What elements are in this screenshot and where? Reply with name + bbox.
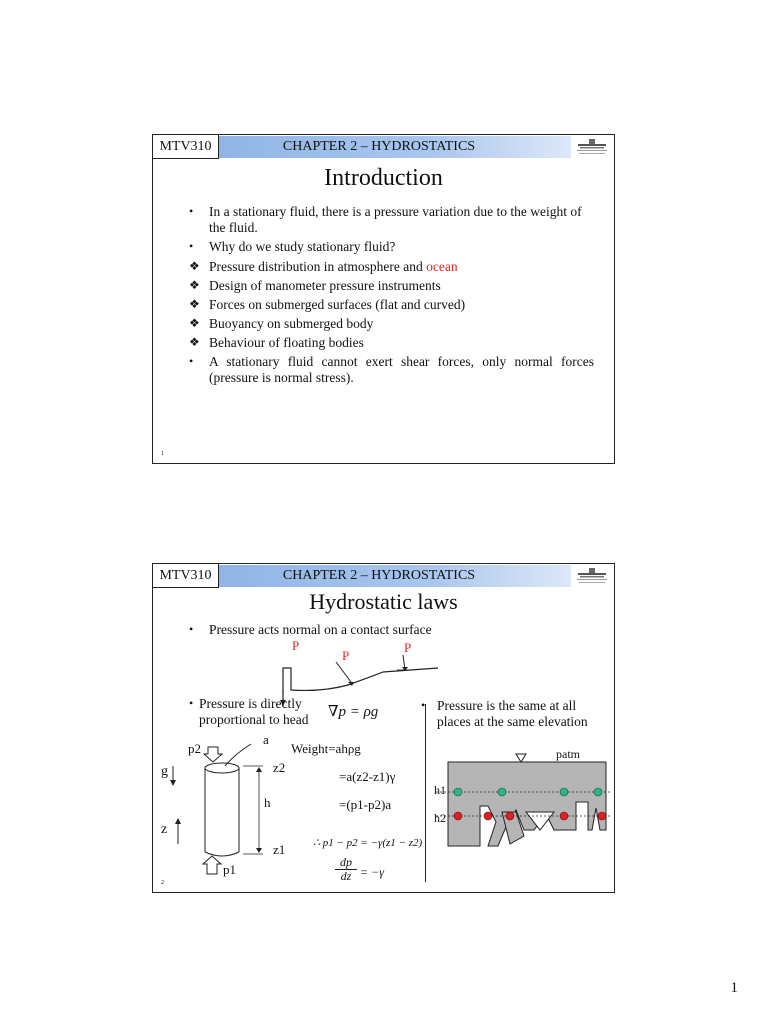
- elevation-diagram: [436, 746, 611, 866]
- derivative-denominator: dz: [340, 869, 352, 883]
- bullet-dot: •: [421, 698, 426, 712]
- weight-equation-3: =(p1-p2)a: [339, 797, 392, 812]
- list-item: Buoyancy on submerged body: [209, 316, 374, 331]
- z-axis-label: z: [161, 822, 168, 837]
- university-logo-icon: [574, 566, 610, 586]
- diamond-bullet-icon: ❖: [189, 335, 200, 349]
- bullet-dot: •: [189, 622, 194, 636]
- list-item: Forces on submerged surfaces (flat and curved): [209, 297, 466, 312]
- pressure-label: P: [292, 638, 300, 653]
- course-code: MTV310: [153, 564, 219, 588]
- bullet-dot: •: [189, 696, 194, 710]
- weight-equation-2: =a(z2-z1)γ: [339, 769, 396, 784]
- slide-header: [153, 564, 614, 588]
- bullet-text: In a stationary fluid, there is a pressure variation due to the weight of the fluid.: [209, 204, 582, 235]
- chapter-title: CHAPTER 2 – HYDROSTATICS: [282, 139, 476, 154]
- derivative-numerator: dp: [335, 856, 357, 870]
- therefore-equation: ∴ p1 − p2 = −γ(z1 − z2): [313, 837, 423, 849]
- slide-number: 1: [161, 451, 164, 457]
- weight-equation: Weight=ahρg: [291, 741, 361, 756]
- highlight-ocean: ocean: [426, 259, 458, 274]
- slide-title: Introduction: [324, 165, 443, 191]
- page-number: 1: [730, 980, 738, 996]
- list-item: Design of manometer pressure instruments: [209, 278, 441, 293]
- slide-introduction: [152, 134, 615, 464]
- bullet-text: Pressure is directly proportional to head: [199, 696, 309, 727]
- z2-label: z2: [273, 760, 286, 775]
- diamond-bullet-icon: ❖: [189, 316, 200, 330]
- list-item: [209, 259, 458, 275]
- h2-label: h2: [434, 811, 446, 825]
- z1-label: z1: [273, 842, 286, 857]
- height-label: h: [264, 795, 271, 810]
- course-code: MTV310: [153, 135, 219, 159]
- slide-header: [153, 135, 614, 159]
- atmospheric-pressure-label: patm: [556, 747, 580, 761]
- bullet-text: Pressure acts normal on a contact surface: [209, 622, 432, 637]
- bullet-dot: •: [189, 354, 194, 368]
- derivative-rhs: = −γ: [360, 865, 384, 879]
- pressure-label: P: [342, 648, 350, 663]
- slide-title: Hydrostatic laws: [309, 589, 458, 614]
- p1-label: p1: [223, 862, 236, 877]
- diamond-bullet-icon: ❖: [189, 259, 200, 273]
- chapter-title: CHAPTER 2 – HYDROSTATICS: [282, 568, 476, 583]
- list-item-text: Pressure distribution in atmosphere and: [209, 259, 423, 274]
- column-divider: [425, 704, 426, 882]
- gradient-equation: ∇p = ρg⃗: [328, 704, 390, 720]
- slide-number: 2: [161, 880, 164, 886]
- pressure-label: P: [404, 640, 412, 655]
- bullet-dot: •: [189, 204, 194, 218]
- derivative-equation: [335, 856, 357, 883]
- gravity-label: g: [161, 764, 168, 779]
- h1-label: h1: [434, 783, 446, 797]
- bullet-text: Why do we study stationary fluid?: [209, 239, 396, 254]
- list-item: Behaviour of floating bodies: [209, 335, 364, 350]
- slide-hydrostatic-laws: [152, 563, 615, 893]
- bullet-text: Pressure is the same at all places at the same elevation: [437, 698, 588, 729]
- p2-label: p2: [188, 741, 201, 756]
- diamond-bullet-icon: ❖: [189, 297, 200, 311]
- bullet-dot: •: [189, 239, 194, 253]
- area-label: a: [263, 732, 269, 747]
- university-logo-icon: [574, 137, 610, 157]
- bullet-text: A stationary fluid cannot exert shear forces, only normal forces (pressure is normal stress).: [209, 354, 594, 385]
- diamond-bullet-icon: ❖: [189, 278, 200, 292]
